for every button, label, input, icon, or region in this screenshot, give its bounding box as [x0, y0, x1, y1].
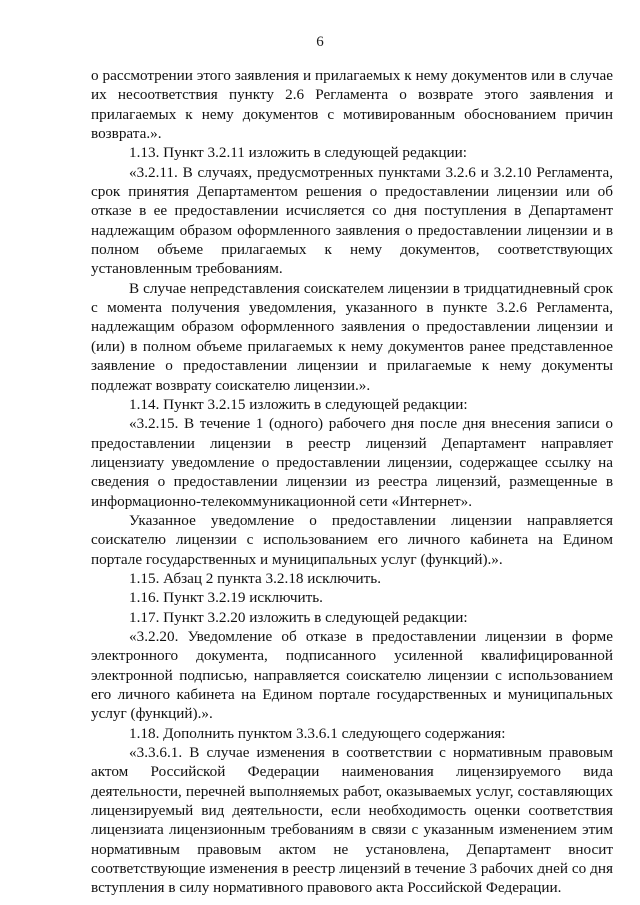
page-number: 6: [316, 34, 324, 50]
paragraph: В случае непредставления соискателем лицензии в тридцатидневный срок с момента получения уведомления, указанного в пункте 3.2.6 Регламента, надлежащим образом оформленного заявления о предоставлении лицензии и (или) в полном объеме прилагаемых к нему документов ранее представленное заявление о предоставлении лицензии и прилагаемые к нему документы подлежат возврату соискателю лицензии.».: [91, 279, 613, 394]
paragraph: «3.2.20. Уведомление об отказе в предоставлении лицензии в форме электронного документа, подписанного усиленной квалифицированной электронной подписью, направляется соискателю лицензии с использованием его личного кабинета на Едином портале государственных и муниципальных услуг (функций).».: [91, 627, 613, 723]
paragraph: «3.2.15. В течение 1 (одного) рабочего дня после дня внесения записи о предоставлении лицензии в реестр лицензий Департамент направляет лицензиату уведомление о предоставлении лицензии, содержащее ссылку на сведения о предоставлении лицензии из реестра лицензий, размещенные в информационно-телекоммуникационной сети «Интернет».: [91, 415, 613, 510]
paragraph: 1.13. Пункт 3.2.11 изложить в следующей редакции:: [129, 144, 468, 162]
paragraph: о рассмотрении этого заявления и прилагаемых к нему документов или в случае их несоответствия пункту 2.6 Регламента о возврате этого заявления и прилагаемых к нему документов с мотивированным обоснованием причин возврата.».: [91, 67, 613, 143]
paragraph: «3.2.11. В случаях, предусмотренных пунктами 3.2.6 и 3.2.10 Регламента, срок принятия Департаментом решения о предоставлении лицензии или об отказе в ее предоставлении исчисляется со дня поступления в Департамент надлежащим образом оформленного заявления о предоставлении лицензии и в полном объеме прилагаемых к нему документов, соответствующих установленным требованиям.: [91, 163, 613, 278]
paragraph: 1.17. Пункт 3.2.20 изложить в следующей редакции:: [129, 608, 468, 626]
paragraph: 1.16. Пункт 3.2.19 исключить.: [129, 589, 323, 607]
paragraph: «3.3.6.1. В случае изменения в соответствии с нормативным правовым актом Российской Федерации наименования лицензируемого вида деятельности, перечней выполняемых работ, оказываемых услуг, составляющих лицензируемый вид деятельности, если необходимость оценки соответствия лицензиата лицензионным требованиям в связи с указанным изменением этим нормативным правовым актом не установлена, Департамент вносит соответствующие изменения в реестр лицензий в течение 3 рабочих дней со дня вступления в силу нормативного правового акта Российской Федерации.: [91, 744, 613, 897]
paragraph: Указанное уведомление о предоставлении лицензии направляется соискателю лицензии с использованием его личного кабинета на Едином портале государственных и муниципальных услуг (функций).».: [91, 511, 613, 568]
paragraph: 1.18. Дополнить пунктом 3.3.6.1 следующего содержания:: [129, 724, 506, 742]
paragraph: 1.14. Пункт 3.2.15 изложить в следующей редакции:: [129, 395, 468, 413]
document-body: [91, 66, 613, 898]
paragraph: 1.15. Абзац 2 пункта 3.2.18 исключить.: [129, 569, 382, 587]
